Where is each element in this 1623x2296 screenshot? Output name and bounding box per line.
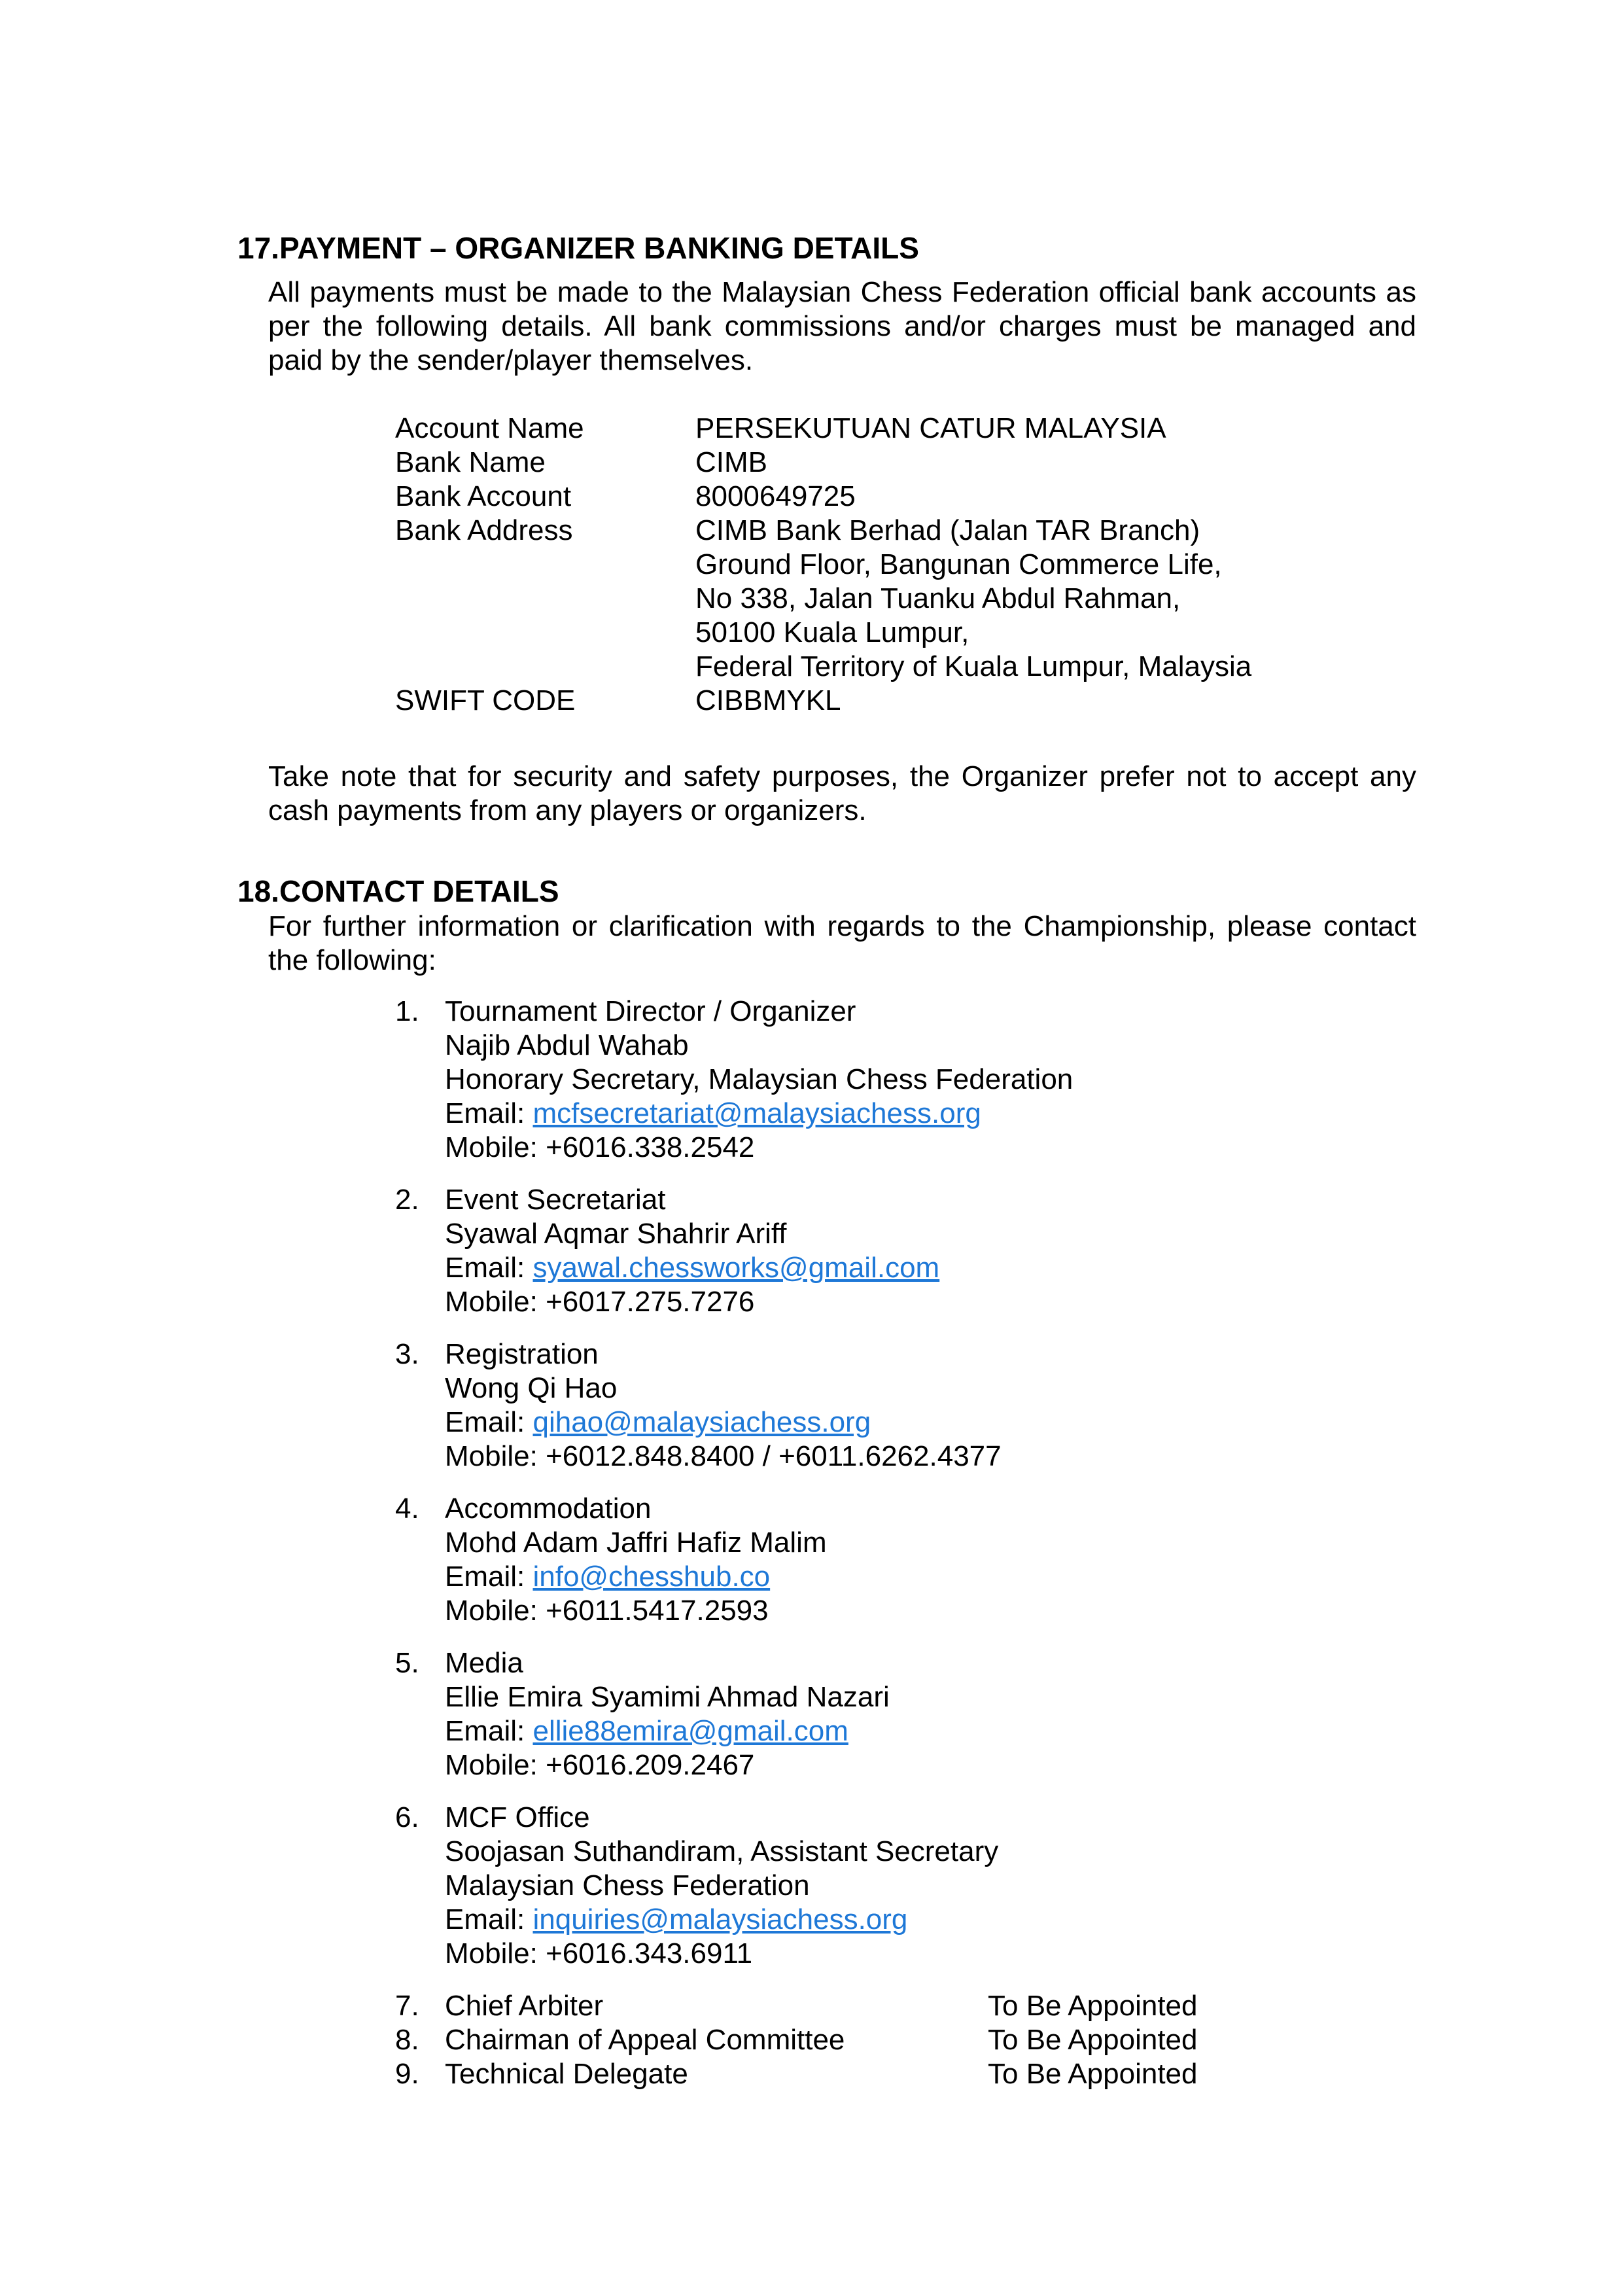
bank-detail-row [395,582,1416,616]
email-link[interactable]: syawal.chessworks@gmail.com [532,1252,940,1284]
contact-mobile-line [445,1285,1416,1319]
bank-details-table [395,412,1416,718]
contact-org: Malaysian Chess Federation [445,1869,810,1901]
payment-intro-paragraph: All payments must be made to the Malaysian Chess Federation official bank accounts as per the following details. All bank commissions and/or charges must be managed and paid by the sender/player themselves. [268,276,1416,376]
appointment-list [395,1989,1416,2091]
contact-role: MCF Office [445,1801,590,1833]
bank-detail-label: SWIFT CODE [395,684,576,716]
contact-number: 2. [395,1184,419,1216]
bank-detail-row [395,480,1416,514]
bank-detail-value: 8000649725 [695,480,856,512]
contact-email-line [445,1560,1416,1594]
contact-email-line [445,1903,1416,1937]
email-link[interactable]: mcfsecretariat@malaysiachess.org [532,1097,981,1129]
mobile-number: +6011.5417.2593 [546,1595,769,1627]
contact-name: Ellie Emira Syamimi Ahmad Nazari [445,1681,890,1713]
mobile-number: +6016.343.6911 [546,1937,753,1969]
contact-role: Tournament Director / Organizer [445,995,856,1027]
contact-email-line [445,1714,1416,1748]
mobile-label: Mobile: [445,1131,538,1163]
contact-item [395,995,1416,1165]
bank-detail-value: PERSEKUTUAN CATUR MALAYSIA [695,412,1166,444]
bank-detail-value: CIBBMYKL [695,684,841,716]
appointment-status: To Be Appointed [988,2024,1198,2056]
email-label: Email: [445,1561,525,1593]
bank-detail-label: Bank Address [395,514,573,546]
bank-detail-row [395,548,1416,582]
bank-detail-label: Account Name [395,412,584,444]
appointment-row [395,1989,1416,2023]
appointment-status: To Be Appointed [988,1990,1198,2022]
contact-name: Najib Abdul Wahab [445,1029,689,1061]
contact-name: Syawal Aqmar Shahrir Ariff [445,1218,787,1250]
contact-number: 1. [395,995,419,1027]
mobile-label: Mobile: [445,1937,538,1969]
contact-mobile-line [445,1594,1416,1628]
mobile-number: +6012.848.8400 / +6011.6262.4377 [546,1440,1002,1472]
contact-mobile-line [445,1748,1416,1782]
appointment-role: Technical Delegate [445,2058,688,2090]
mobile-number: +6016.338.2542 [546,1131,755,1163]
contact-email-line [445,1251,1416,1285]
bank-detail-row [395,412,1416,446]
contact-intro-paragraph: For further information or clarification with regards to the Championship, please contact the following: [268,910,1416,976]
contact-name: Mohd Adam Jaffri Hafiz Malim [445,1527,827,1559]
bank-detail-value: CIMB [695,446,767,478]
mobile-label: Mobile: [445,1749,538,1781]
appointment-number: 7. [395,1990,419,2022]
mobile-number: +6017.275.7276 [546,1286,755,1318]
email-link[interactable]: inquiries@malaysiachess.org [532,1903,908,1935]
bank-detail-label: Bank Account [395,480,572,512]
contact-role: Registration [445,1338,599,1370]
bank-detail-value: 50100 Kuala Lumpur, [695,616,969,648]
bank-detail-label [395,548,695,582]
bank-detail-value: Federal Territory of Kuala Lumpur, Malaysia [695,650,1252,682]
email-label: Email: [445,1097,525,1129]
email-label: Email: [445,1903,525,1935]
section-18-heading: 18.CONTACT DETAILS [237,874,559,908]
email-link[interactable]: qihao@malaysiachess.org [532,1406,871,1438]
contact-number: 4. [395,1492,419,1525]
bank-detail-row [395,616,1416,650]
appointment-row [395,2057,1416,2091]
contact-mobile-line [445,1439,1416,1474]
bank-detail-label [395,582,695,616]
contact-role: Media [445,1647,523,1679]
mobile-label: Mobile: [445,1595,538,1627]
mobile-label: Mobile: [445,1440,538,1472]
contact-mobile-line [445,1131,1416,1165]
contact-name: Wong Qi Hao [445,1372,618,1404]
mobile-label: Mobile: [445,1286,538,1318]
appointment-role: Chairman of Appeal Committee [445,2024,845,2056]
contact-role: Event Secretariat [445,1184,666,1216]
contact-list [395,995,1416,1971]
contact-number: 3. [395,1338,419,1370]
contact-number: 6. [395,1801,419,1833]
bank-detail-value: CIMB Bank Berhad (Jalan TAR Branch) [695,514,1200,546]
email-label: Email: [445,1406,525,1438]
contact-number: 5. [395,1647,419,1679]
bank-detail-row [395,650,1416,684]
contact-item [395,1801,1416,1971]
email-label: Email: [445,1252,525,1284]
email-link[interactable]: info@chesshub.co [532,1561,771,1593]
appointment-row [395,2023,1416,2057]
email-label: Email: [445,1715,525,1747]
bank-detail-label: Bank Name [395,446,546,478]
appointment-number: 9. [395,2058,419,2090]
bank-detail-row [395,684,1416,718]
contact-title: Honorary Secretary, Malaysian Chess Federation [445,1063,1073,1095]
email-link[interactable]: ellie88emira@gmail.com [532,1715,848,1747]
contact-role: Accommodation [445,1492,652,1525]
bank-detail-row [395,514,1416,548]
section-17-heading: 17.PAYMENT – ORGANIZER BANKING DETAILS [237,231,919,265]
contact-item [395,1337,1416,1474]
appointment-role: Chief Arbiter [445,1990,604,2022]
contact-name: Soojasan Suthandiram, Assistant Secretary [445,1835,999,1867]
appointment-number: 8. [395,2024,419,2056]
contact-item [395,1646,1416,1782]
contact-mobile-line [445,1937,1416,1971]
bank-detail-label [395,616,695,650]
bank-detail-value: No 338, Jalan Tuanku Abdul Rahman, [695,582,1181,614]
contact-item [395,1183,1416,1319]
bank-detail-value: Ground Floor, Bangunan Commerce Life, [695,548,1222,580]
bank-detail-label [395,650,695,684]
mobile-number: +6016.209.2467 [546,1749,755,1781]
bank-detail-row [395,446,1416,480]
contact-email-line [445,1097,1416,1131]
contact-email-line [445,1405,1416,1439]
contact-item [395,1492,1416,1628]
payment-note-paragraph: Take note that for security and safety purposes, the Organizer prefer not to accept any cash payments from any players or organizers. [268,760,1416,826]
appointment-status: To Be Appointed [988,2058,1198,2090]
